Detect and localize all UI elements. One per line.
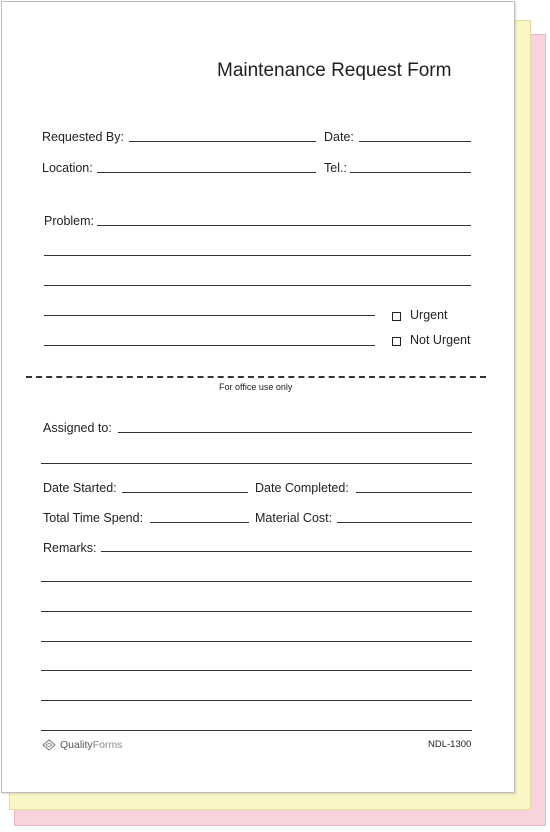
tel-label: Tel.: <box>324 161 347 175</box>
material-cost-label: Material Cost: <box>255 511 333 525</box>
location-label: Location: <box>42 161 93 175</box>
form-title: Maintenance Request Form <box>217 60 452 81</box>
assigned-to-line-1[interactable] <box>118 432 472 433</box>
date-started-label: Date Started: <box>43 481 117 495</box>
remarks-line-2[interactable] <box>41 581 472 582</box>
problem-line-2[interactable] <box>44 255 471 256</box>
remarks-line-6[interactable] <box>41 700 472 701</box>
quality-forms-icon <box>42 739 56 751</box>
total-time-label: Total Time Spend: <box>43 511 144 525</box>
not-urgent-checkbox[interactable] <box>392 337 401 346</box>
problem-line-4[interactable] <box>44 315 375 316</box>
remarks-line-7[interactable] <box>41 730 472 731</box>
tel-field[interactable] <box>350 172 471 173</box>
material-cost-field[interactable] <box>337 522 472 523</box>
remarks-line-3[interactable] <box>41 611 472 612</box>
office-use-label: For office use only <box>219 382 293 392</box>
remarks-line-1[interactable] <box>101 551 472 552</box>
total-time-field[interactable] <box>150 522 249 523</box>
remarks-label: Remarks: <box>43 541 97 555</box>
not-urgent-label: Not Urgent <box>410 333 471 347</box>
problem-line-5[interactable] <box>44 345 375 346</box>
problem-label: Problem: <box>44 214 95 228</box>
brand-logo <box>42 739 122 751</box>
office-use-divider <box>26 376 486 378</box>
date-field[interactable] <box>359 141 471 142</box>
assigned-to-line-2[interactable] <box>41 463 472 464</box>
form-code: NDL-1300 <box>428 739 472 750</box>
brand-quality-text: Quality <box>60 739 93 751</box>
requested-by-label: Requested By: <box>42 130 124 144</box>
requested-by-field[interactable] <box>129 141 316 142</box>
white-original-sheet <box>1 1 515 793</box>
problem-line-1[interactable] <box>97 225 471 226</box>
date-started-field[interactable] <box>122 492 248 493</box>
brand-forms-text: Forms <box>92 739 123 751</box>
remarks-line-5[interactable] <box>41 670 472 671</box>
remarks-line-4[interactable] <box>41 641 472 642</box>
urgent-label: Urgent <box>410 308 448 322</box>
date-label: Date: <box>324 130 354 144</box>
urgent-checkbox[interactable] <box>392 312 401 321</box>
date-completed-label: Date Completed: <box>255 481 349 495</box>
date-completed-field[interactable] <box>356 492 472 493</box>
assigned-to-label: Assigned to: <box>43 421 112 435</box>
location-field[interactable] <box>97 172 316 173</box>
problem-line-3[interactable] <box>44 285 471 286</box>
